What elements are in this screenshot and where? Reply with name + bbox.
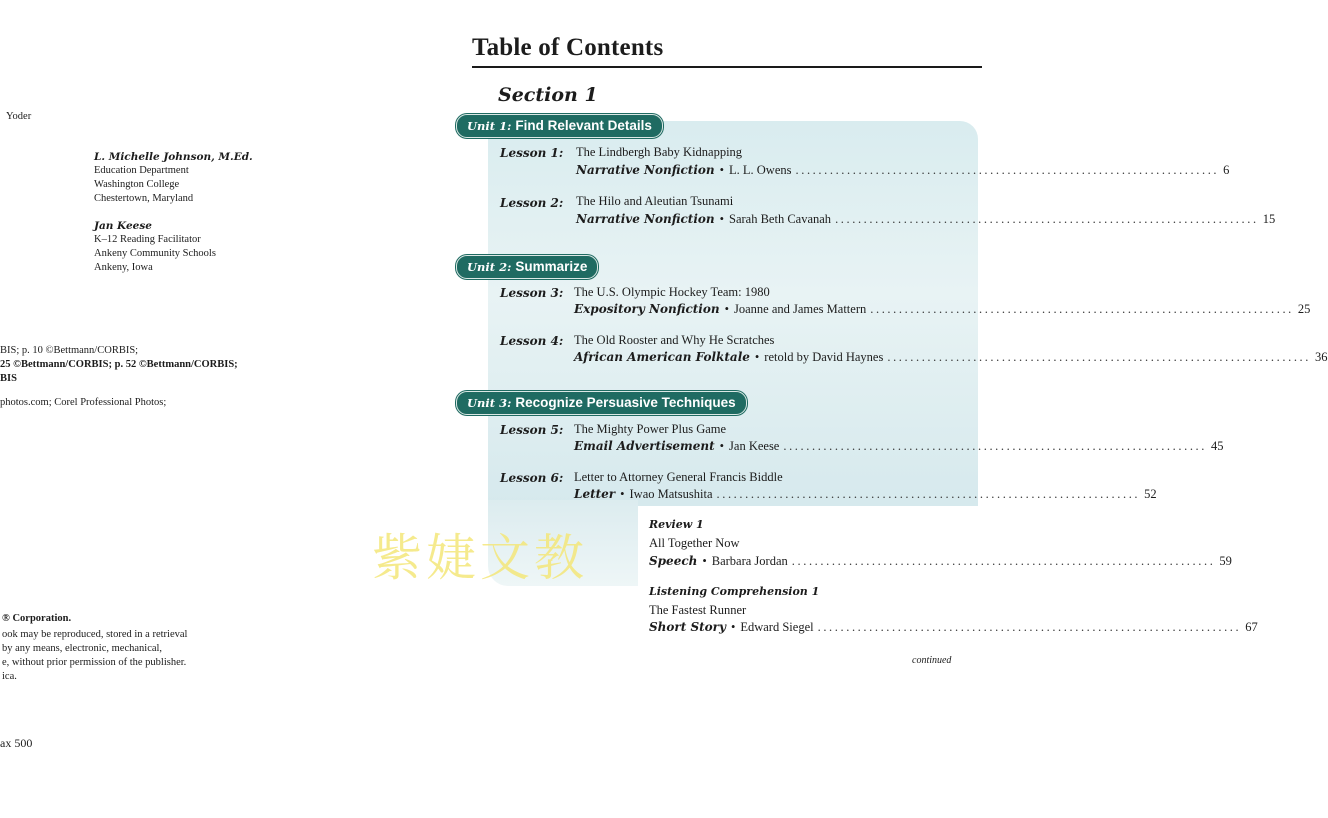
lesson-entry: African American Folktale • retold by David Haynes .......................................................................... 36	[574, 350, 1328, 364]
lesson-title: The Lindbergh Baby Kidnapping	[576, 145, 743, 159]
page-number: 25	[1297, 302, 1311, 316]
page-number: 6	[1223, 163, 1230, 177]
lesson-label: Lesson 4:	[500, 334, 564, 348]
page-number: 36	[1315, 350, 1328, 364]
genre-label: Short Story	[649, 620, 726, 634]
listening-label: Listening Comprehension 1	[649, 585, 820, 598]
genre-label: African American Folktale	[574, 350, 750, 364]
continued-note: continued	[912, 655, 952, 666]
review-title: All Together Now	[649, 536, 740, 550]
author: Jan Keese	[729, 439, 780, 453]
lesson-label: Lesson 2:	[500, 196, 564, 210]
genre-label: Speech	[649, 554, 698, 568]
lesson-label: Lesson 5:	[500, 423, 564, 437]
lesson-entry: Narrative Nonfiction • Sarah Beth Cavanah .......................................................................... 15	[576, 212, 1276, 226]
section-heading: Section 1	[498, 84, 598, 106]
credit-line: photos.com; Corel Professional Photos;	[0, 397, 167, 408]
author: Joanne and James Mattern	[733, 302, 867, 316]
reviewer-line: Education Department	[94, 165, 189, 176]
copyright-line: ook may be reproduced, stored in a retrieval	[2, 629, 188, 640]
author: Barbara Jordan	[711, 554, 788, 568]
reviewer-line: Chestertown, Maryland	[94, 193, 194, 204]
title-rule	[472, 66, 982, 68]
genre-label: Letter	[574, 487, 616, 501]
lesson-title: Letter to Attorney General Francis Biddle	[574, 470, 783, 484]
lesson-entry: Expository Nonfiction • Joanne and James Mattern .......................................................................... 25	[574, 302, 1311, 316]
author: L. L. Owens	[729, 163, 792, 177]
reviewer-name: Jan Keese	[94, 220, 152, 232]
reviewer-line: Ankeny Community Schools	[94, 248, 216, 259]
lesson-entry: Letter • Iwao Matsushita .......................................................................... 52	[574, 487, 1157, 501]
copyright-line: by any means, electronic, mechanical,	[2, 643, 163, 654]
page-number: 59	[1219, 554, 1232, 568]
footer-fragment: ax 500	[0, 736, 33, 750]
author-fragment: Yoder	[6, 111, 32, 122]
copyright-line: e, without prior permission of the publisher.	[2, 657, 187, 668]
credit-line: BIS; p. 10 ©Bettmann/CORBIS;	[0, 345, 139, 356]
genre-label: Email Advertisement	[574, 439, 715, 453]
reviewer-block-2	[94, 219, 216, 275]
unit-name: Find Relevant Details	[515, 118, 652, 133]
unit-2-banner	[456, 255, 598, 279]
reviewer-line: K–12 Reading Facilitator	[94, 234, 201, 245]
page-title: Table of Contents	[472, 34, 664, 61]
lesson-title: The Old Rooster and Why He Scratches	[574, 333, 775, 347]
copyright-block	[2, 612, 187, 684]
unit-number: Unit 3:	[467, 396, 512, 410]
author: Edward Siegel	[740, 620, 814, 634]
lesson-title: The Mighty Power Plus Game	[574, 422, 727, 436]
watermark: 紫婕文教	[372, 529, 588, 587]
unit-1-banner	[456, 114, 663, 138]
unit-number: Unit 2:	[467, 260, 512, 274]
unit-name: Summarize	[515, 259, 588, 274]
page-number: 67	[1245, 620, 1258, 634]
lesson-entry: Narrative Nonfiction • L. L. Owens .......................................................................... 6	[576, 163, 1230, 177]
genre-label: Expository Nonfiction	[574, 302, 720, 316]
review-label: Review 1	[649, 518, 704, 531]
genre-label: Narrative Nonfiction	[576, 163, 715, 177]
lesson-title: The Hilo and Aleutian Tsunami	[576, 194, 734, 208]
reviewer-line: Ankeny, Iowa	[94, 262, 153, 273]
author: Iwao Matsushita	[629, 487, 713, 501]
author: retold by David Haynes	[764, 350, 884, 364]
lesson-title: The U.S. Olympic Hockey Team: 1980	[574, 285, 770, 299]
page-number: 15	[1262, 212, 1276, 226]
lesson-label: Lesson 3:	[500, 286, 564, 300]
page-number: 45	[1211, 439, 1224, 453]
lesson-label: Lesson 1:	[500, 146, 564, 160]
copyright-line: ® Corporation.	[2, 613, 72, 624]
copyright-line: ica.	[2, 671, 17, 682]
lesson-label: Lesson 6:	[500, 471, 564, 485]
unit-number: Unit 1:	[467, 119, 512, 133]
listening-title: The Fastest Runner	[649, 603, 747, 617]
review-entry: Speech • Barbara Jordan .......................................................................... 59	[649, 554, 1232, 568]
author: Sarah Beth Cavanah	[729, 212, 832, 226]
unit-name: Recognize Persuasive Techniques	[515, 395, 736, 410]
reviewer-name: L. Michelle Johnson, M.Ed.	[94, 151, 253, 163]
credit-line: BIS	[0, 373, 17, 384]
credit-line: 25 ©Bettmann/CORBIS; p. 52 ©Bettmann/CORBIS;	[0, 359, 238, 370]
lesson-entry: Email Advertisement • Jan Keese .......................................................................... 45	[574, 439, 1224, 453]
photo-credits	[0, 344, 238, 410]
reviewer-line: Washington College	[94, 179, 180, 190]
unit-3-banner	[456, 391, 747, 415]
reviewer-block-1	[94, 150, 253, 206]
listening-entry: Short Story • Edward Siegel .......................................................................... 67	[649, 620, 1258, 634]
genre-label: Narrative Nonfiction	[576, 212, 715, 226]
page-number: 52	[1144, 487, 1157, 501]
